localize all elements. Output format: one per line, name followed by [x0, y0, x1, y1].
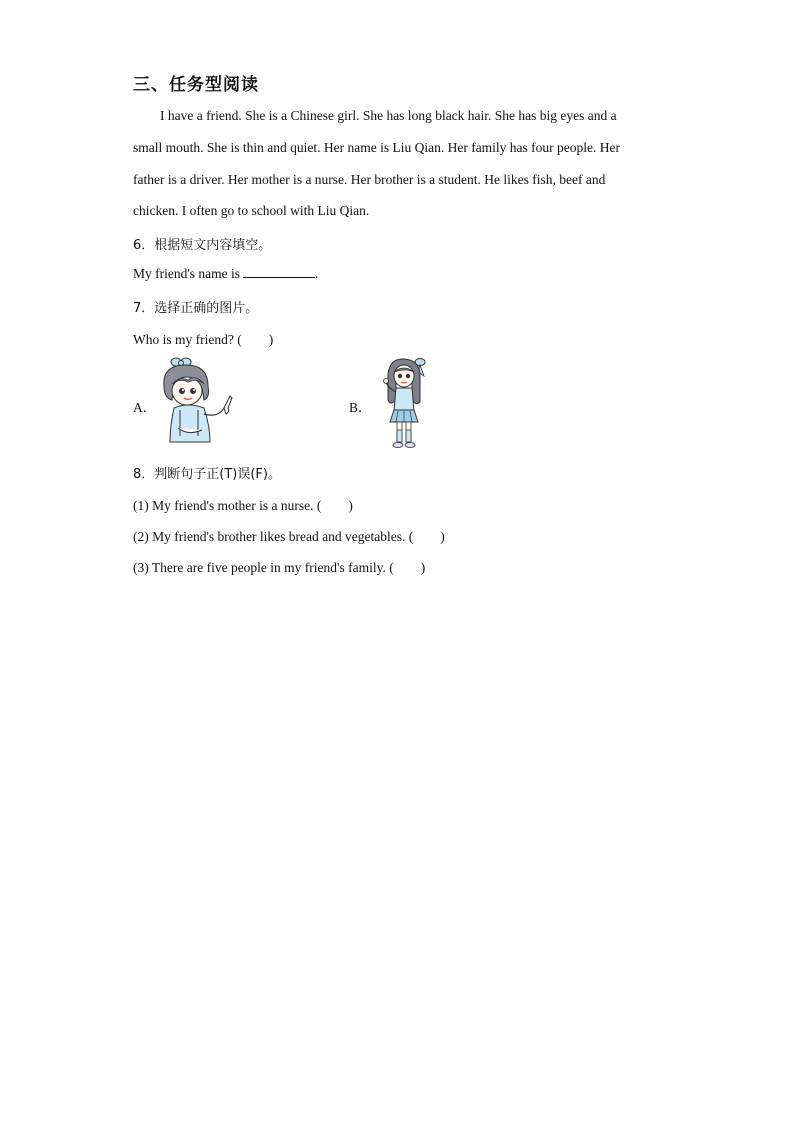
question-6-sentence: [133, 265, 318, 282]
short-haired-girl-icon: [158, 356, 240, 448]
question-6-heading: 6．根据短文内容填空。: [133, 238, 272, 253]
long-haired-girl-icon: [380, 354, 430, 450]
question-6-period: .: [315, 266, 319, 281]
question-8-item-3: (3) There are five people in my friend's family. ( ): [133, 560, 426, 575]
question-6-text: My friend's name is: [133, 266, 241, 281]
question-8-item-2: (2) My friend's brother likes bread and vegetables. ( ): [133, 529, 445, 544]
section-title: 三、任务型阅读: [133, 75, 259, 95]
option-b-picture[interactable]: [380, 354, 430, 455]
passage-line-1: I have a friend. She is a Chinese girl. She has long black hair. She has big eyes and a: [160, 108, 617, 123]
question-8-heading: 8．判断句子正(T)误(F)。: [133, 467, 281, 482]
option-a-picture[interactable]: [158, 356, 240, 453]
answer-blank[interactable]: [243, 265, 315, 278]
passage-line-4: chicken. I often go to school with Liu Qian.: [133, 203, 370, 218]
question-7-question: Who is my friend? ( ): [133, 332, 274, 347]
passage-line-2: small mouth. She is thin and quiet. Her name is Liu Qian. Her family has four people. Her: [133, 140, 621, 155]
option-b-label: B．: [349, 400, 372, 415]
question-7-heading: 7．选择正确的图片。: [133, 301, 259, 316]
passage-line-3: father is a driver. Her mother is a nurse. Her brother is a student. He likes fish, beef and: [133, 172, 606, 187]
question-8-item-1: (1) My friend's mother is a nurse. ( ): [133, 498, 353, 513]
option-a-label: A．: [133, 400, 157, 415]
